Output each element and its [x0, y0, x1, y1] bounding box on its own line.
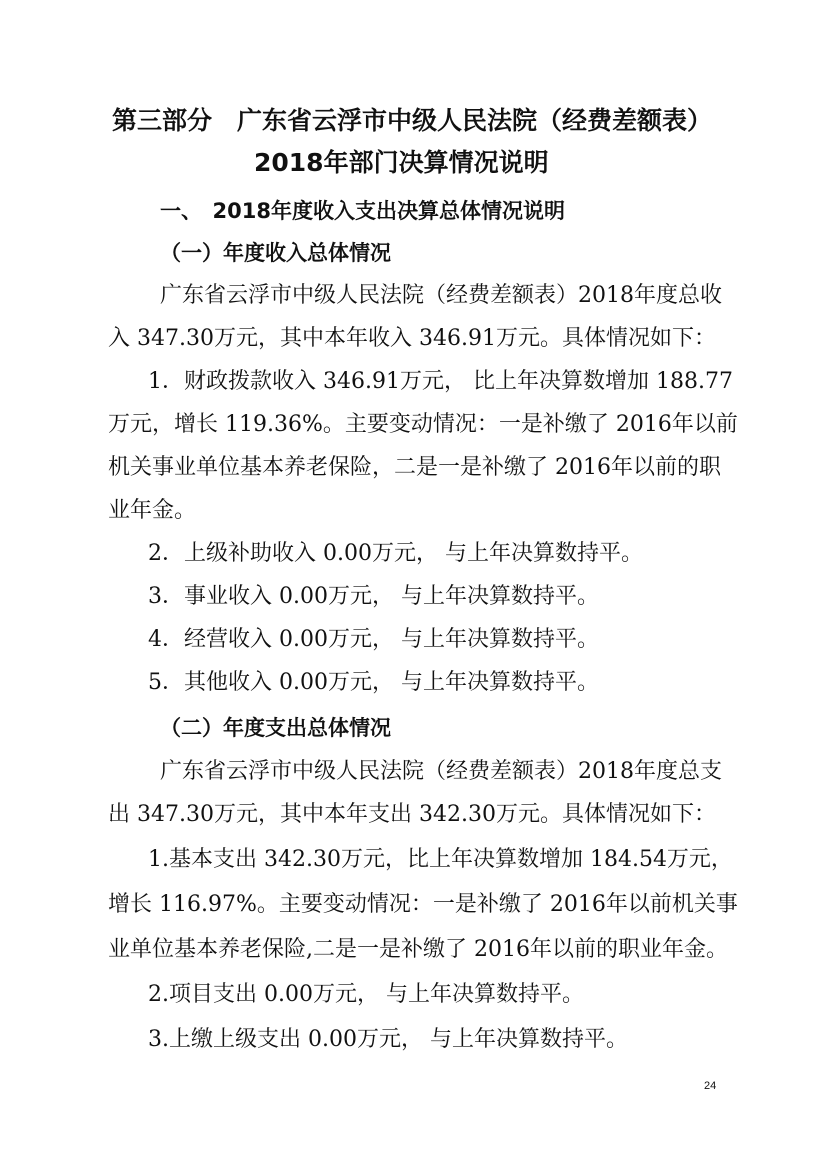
income-intro-line-1: 广东省云浮市中级人民法院（经费差额表）2018年度总收 [160, 283, 722, 308]
income-item-1-line-1: 1．财政拨款收入 346.91万元， 比上年决算数增加 188.77 [148, 369, 733, 394]
income-item-1-line-2: 万元，增长 119.36%。主要变动情况：一是补缴了 2016年以前 [108, 412, 738, 437]
expense-intro-line-2: 出 347.30万元，其中本年支出 342.30万元。具体情况如下： [108, 802, 716, 827]
income-item-4: 4．经营收入 0.00万元， 与上年决算数持平。 [148, 627, 599, 652]
expense-item-3: 3.上缴上级支出 0.00万元， 与上年决算数持平。 [148, 1027, 628, 1052]
expense-intro-line-1: 广东省云浮市中级人民法院（经费差额表）2018年度总支 [160, 759, 722, 784]
page-number: 24 [704, 1080, 717, 1092]
expense-item-2: 2.项目支出 0.00万元， 与上年决算数持平。 [148, 982, 584, 1007]
income-heading: （一）年度收入总体情况 [160, 241, 391, 265]
income-item-5: 5．其他收入 0.00万元， 与上年决算数持平。 [148, 670, 599, 695]
expense-item-1-line-2: 增长 116.97%。主要变动情况：一是补缴了 2016年以前机关事 [108, 892, 738, 917]
expense-heading: （二）年度支出总体情况 [160, 716, 391, 740]
income-item-3: 3．事业收入 0.00万元， 与上年决算数持平。 [148, 584, 599, 609]
income-item-2: 2．上级补助收入 0.00万元， 与上年决算数持平。 [148, 541, 643, 566]
expense-item-1-line-1: 1.基本支出 342.30万元，比上年决算数增加 184.54万元， [148, 847, 733, 872]
document-title-line-1: 第三部分 广东省云浮市中级人民法院（经费差额表） [112, 106, 713, 135]
income-item-1-line-4: 业年金。 [108, 498, 197, 523]
document-title-line-2: 2018年部门决算情况说明 [254, 148, 549, 177]
income-intro-line-2: 入 347.30万元，其中本年收入 346.91万元。具体情况如下： [108, 326, 716, 351]
expense-item-1-line-3: 业单位基本养老保险,二是一是补缴了 2016年以前的职业年金。 [108, 937, 728, 962]
section-heading: 一、 2018年度收入支出决算总体情况说明 [160, 199, 565, 223]
income-item-1-line-3: 机关事业单位基本养老保险，二是一是补缴了 2016年以前的职 [108, 455, 721, 480]
